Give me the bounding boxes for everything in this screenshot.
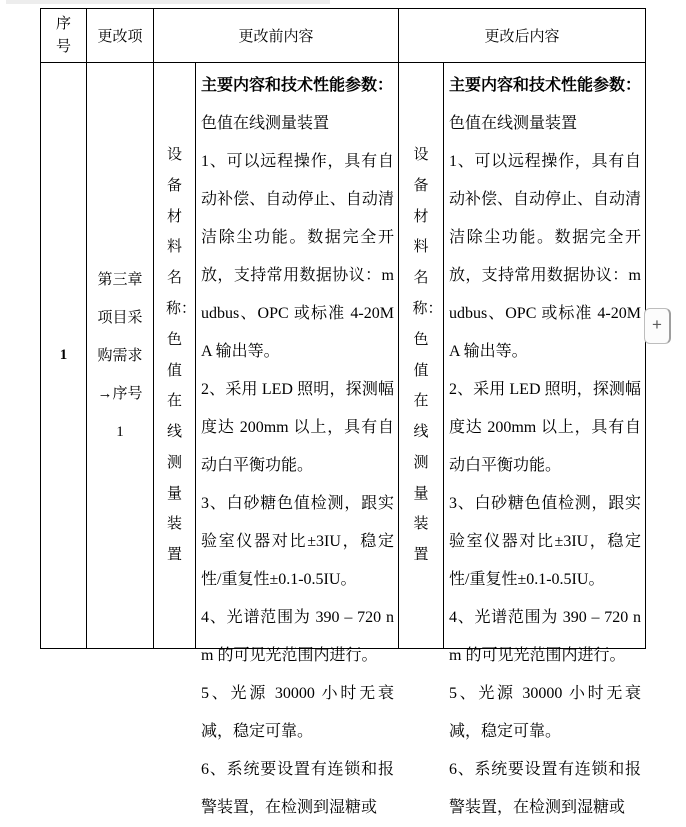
after-device-name-text: 设备材料名称：色值在线测量装置 [412,146,443,564]
content-paragraph: 主要内容和技术性能参数： [449,77,642,94]
row-seq-value: 1 [59,347,68,363]
content-paragraph: 5、光源 30000 小时无衰减，稳定可靠。 [449,685,641,740]
header-col-seq [41,9,87,63]
content-paragraph: 3、白砂糖色值检测，跟实验室仪器对比±3IU，稳定性/重复性±0.1-0.5IU。 [449,495,641,588]
content-paragraph: 1、可以远程操作，具有自动补偿、自动停止、自动清洁除尘功能。数据完全开放，支持常用数据协议：mudbus、OPC 或标准 4-20MA 输出等。 [449,153,642,360]
row-seq-cell [41,63,87,648]
content-paragraph: 2、采用 LED 照明，探测幅度达 200mm 以上，具有自动白平衡功能。 [449,381,641,474]
before-device-name-text: 设备材料名称：色值在线测量装置 [166,146,197,564]
header-col-item-label: 更改项 [97,29,143,45]
header-col-item [87,9,154,63]
change-table [40,8,646,816]
content-paragraph: 1、可以远程操作，具有自动补偿、自动停止、自动清洁除尘功能。数据完全开放，支持常用数据协议：mudbus、OPC 或标准 4-20MA 输出等。 [201,153,394,360]
header-col-before [154,9,399,63]
header-col-seq-label: 序号 [55,15,71,55]
content-paragraph: 3、白砂糖色值检测，跟实验室仪器对比±3IU，稳定性/重复性±0.1-0.5IU。 [201,495,394,588]
header-col-after-label: 更改后内容 [484,29,560,45]
content-paragraph: 5、光源 30000 小时无衰减，稳定可靠。 [201,685,394,740]
content-paragraph: 色值在线测量装置 [449,115,578,132]
content-paragraph: 6、系统要设置有连锁和报警装置，在检测到湿糖或 [449,761,641,816]
page-edge-artifact [6,0,330,4]
after-content-cell [444,63,645,816]
content-paragraph: 4、光谱范围为 390 – 720 nm 的可见光范围内进行。 [201,609,394,664]
header-col-before-label: 更改前内容 [238,29,314,45]
content-paragraph: 6、系统要设置有连锁和报警装置，在检测到湿糖或 [201,761,394,816]
plus-icon: + [652,315,662,334]
content-paragraph: 色值在线测量装置 [201,115,330,132]
after-device-name-cell [399,63,444,648]
before-device-name-cell [154,63,196,648]
row-item-text: 第三章项目采购需求→序号1 [97,271,143,440]
insert-button[interactable] [644,308,671,344]
header-col-after [399,9,645,63]
row-item-cell [87,63,154,648]
content-paragraph: 主要内容和技术性能参数： [201,77,394,94]
content-paragraph: 2、采用 LED 照明，探测幅度达 200mm 以上，具有自动白平衡功能。 [201,381,394,474]
before-content-cell [196,63,399,816]
content-paragraph: 4、光谱范围为 390 – 720 nm 的可见光范围内进行。 [449,609,641,664]
